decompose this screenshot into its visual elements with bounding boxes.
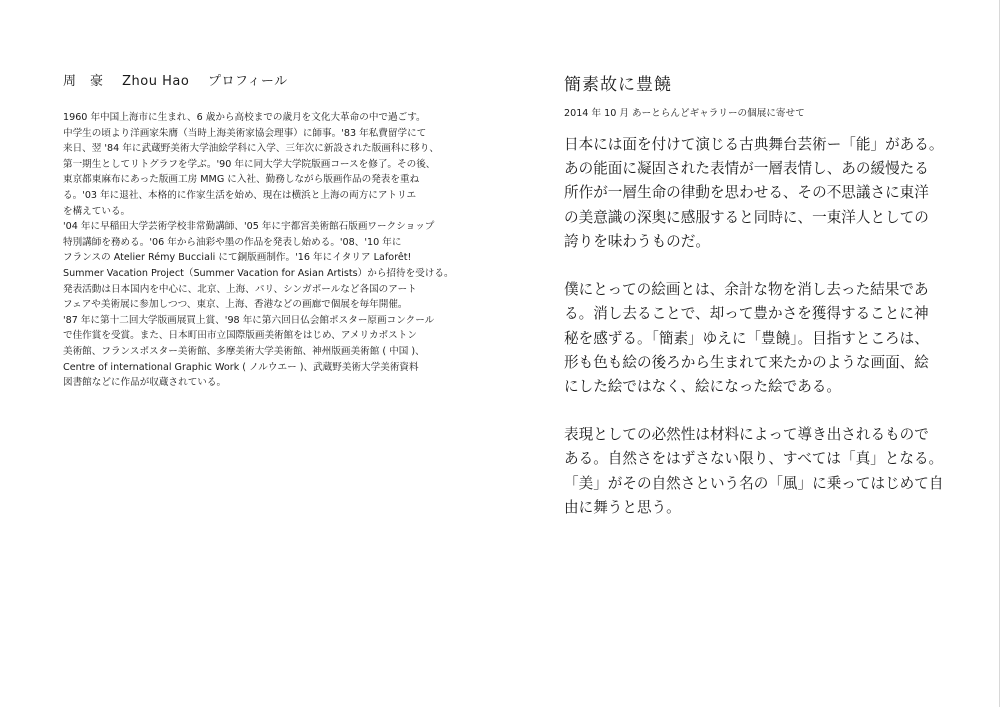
essay-paragraph bbox=[564, 133, 944, 254]
bio-line: フランスの Atelier Rémy Bucciali にて銅版画制作。'16 年にイタリア Laforêt! bbox=[63, 252, 412, 264]
essay-line: 所作が一層生命の律動を思わせる、その不思議さに東洋 bbox=[564, 184, 929, 202]
bio-line: 美術館、フランスポスター美術館、多摩美術大学美術館、神州版画美術館 ( 中国 )、 bbox=[63, 345, 425, 357]
essay-line: にした絵ではなく、絵になった絵である。 bbox=[564, 377, 841, 395]
bio-line: Centre of international Graphic Work ( ノルウエー )、武蔵野美術大学美術資料 bbox=[63, 361, 419, 373]
bio-line: 中学生の頃より洋画家朱膺（当時上海美術家協会理事）に師事。'83 年私費留学にて bbox=[63, 127, 427, 139]
bio-line: る。'03 年に退社、本格的に作家生活を始め、現在は横浜と上海の両方にアトリエ bbox=[63, 189, 417, 201]
essay-line: ある。自然さをはずさない限り、すべては「真」となる。 bbox=[564, 450, 944, 468]
bio-line: '87 年に第十二回大学版画展買上賞、'98 年に第六回日仏会館ポスター原画コンクール bbox=[63, 314, 435, 326]
essay-line: 「美」がその自然さという名の「風」に乗ってはじめて自 bbox=[564, 474, 944, 492]
bio-line: 特別講師を務める。'06 年から油彩や墨の作品を発表し始める。'08、'10 年に bbox=[63, 236, 402, 248]
bio-line: 東京都東麻布にあった版画工房 MMG に入社、勤務しながら版画作品の発表を重ね bbox=[63, 174, 420, 186]
bio-line: 来日、翌 '84 年に武蔵野美術大学油絵学科に入学、三年次に新設された版画科に移り、 bbox=[63, 143, 439, 155]
bio-line: Summer Vacation Project（Summer Vacation for Asian Artists）から招待を受ける。 bbox=[63, 267, 454, 279]
essay-line: あの能面に凝固された表情が一層表情し、あの緩慢たる bbox=[564, 160, 929, 178]
essay-line: 形も色も絵の後ろから生まれて来たかのような画面、絵 bbox=[564, 353, 929, 371]
essay-paragraph bbox=[564, 278, 944, 399]
essay-body bbox=[564, 133, 944, 520]
profile-title bbox=[63, 70, 443, 89]
essay-line: 表現としての必然性は材料によって導き出されるもので bbox=[564, 426, 929, 444]
bio-line: 図書館などに作品が収蔵されている。 bbox=[63, 377, 227, 389]
essay-line: 僕にとっての絵画とは、余計な物を消し去った結果であ bbox=[564, 281, 929, 299]
essay-line: 誇りを味わうものだ。 bbox=[564, 232, 710, 250]
essay-line: 秘を感ずる。「簡素」ゆえに「豊饒」。目指すところは、 bbox=[564, 329, 929, 347]
essay-page bbox=[564, 70, 944, 544]
essay-line: る。消し去ることで、却って豊かさを獲得することに神 bbox=[564, 305, 929, 323]
artist-name-japanese: 周 豪 bbox=[63, 74, 104, 89]
biography-text bbox=[63, 110, 454, 391]
essay-line: 日本には面を付けて演じる古典舞台芸術ー「能」がある。 bbox=[564, 136, 944, 153]
profile-heading: プロフィール bbox=[207, 74, 288, 89]
bio-line: '04 年に早稲田大学芸術学校非常勤講師、'05 年に宇都宮美術館石版画ワークショップ bbox=[63, 221, 435, 233]
bio-line: フェアや美術展に参加しつつ、東京、上海、香港などの画廊で個展を毎年開催。 bbox=[63, 299, 408, 311]
essay-line: の美意識の深奥に感服すると同時に、一東洋人としての bbox=[564, 208, 929, 226]
bio-line: を構えている。 bbox=[63, 205, 131, 217]
essay-line: 由に舞うと思う。 bbox=[564, 498, 681, 516]
artist-name-english: Zhou Hao bbox=[122, 74, 190, 89]
bio-line: 発表活動は日本国内を中心に、北京、上海、パリ、シンガポールなど各国のアート bbox=[63, 283, 417, 295]
profile-page bbox=[63, 70, 454, 391]
essay-paragraph bbox=[564, 423, 944, 520]
bio-line: 第一期生としてリトグラフを学ぶ。'90 年に同大学大学院版画コースを修了。その後、 bbox=[63, 158, 436, 170]
bio-line: で佳作賞を受賞。また、日本町田市立国際版画美術館をはじめ、アメリカボストン bbox=[63, 330, 417, 342]
essay-subtitle: 2014 年 10 月 あーとらんどギャラリーの個展に寄せて bbox=[564, 108, 805, 119]
bio-line: 1960 年中国上海市に生まれ、6 歳から高校までの歳月を文化大革命の中で過ごす。 bbox=[63, 112, 426, 123]
essay-title: 簡素故に豊饒 bbox=[564, 75, 672, 95]
